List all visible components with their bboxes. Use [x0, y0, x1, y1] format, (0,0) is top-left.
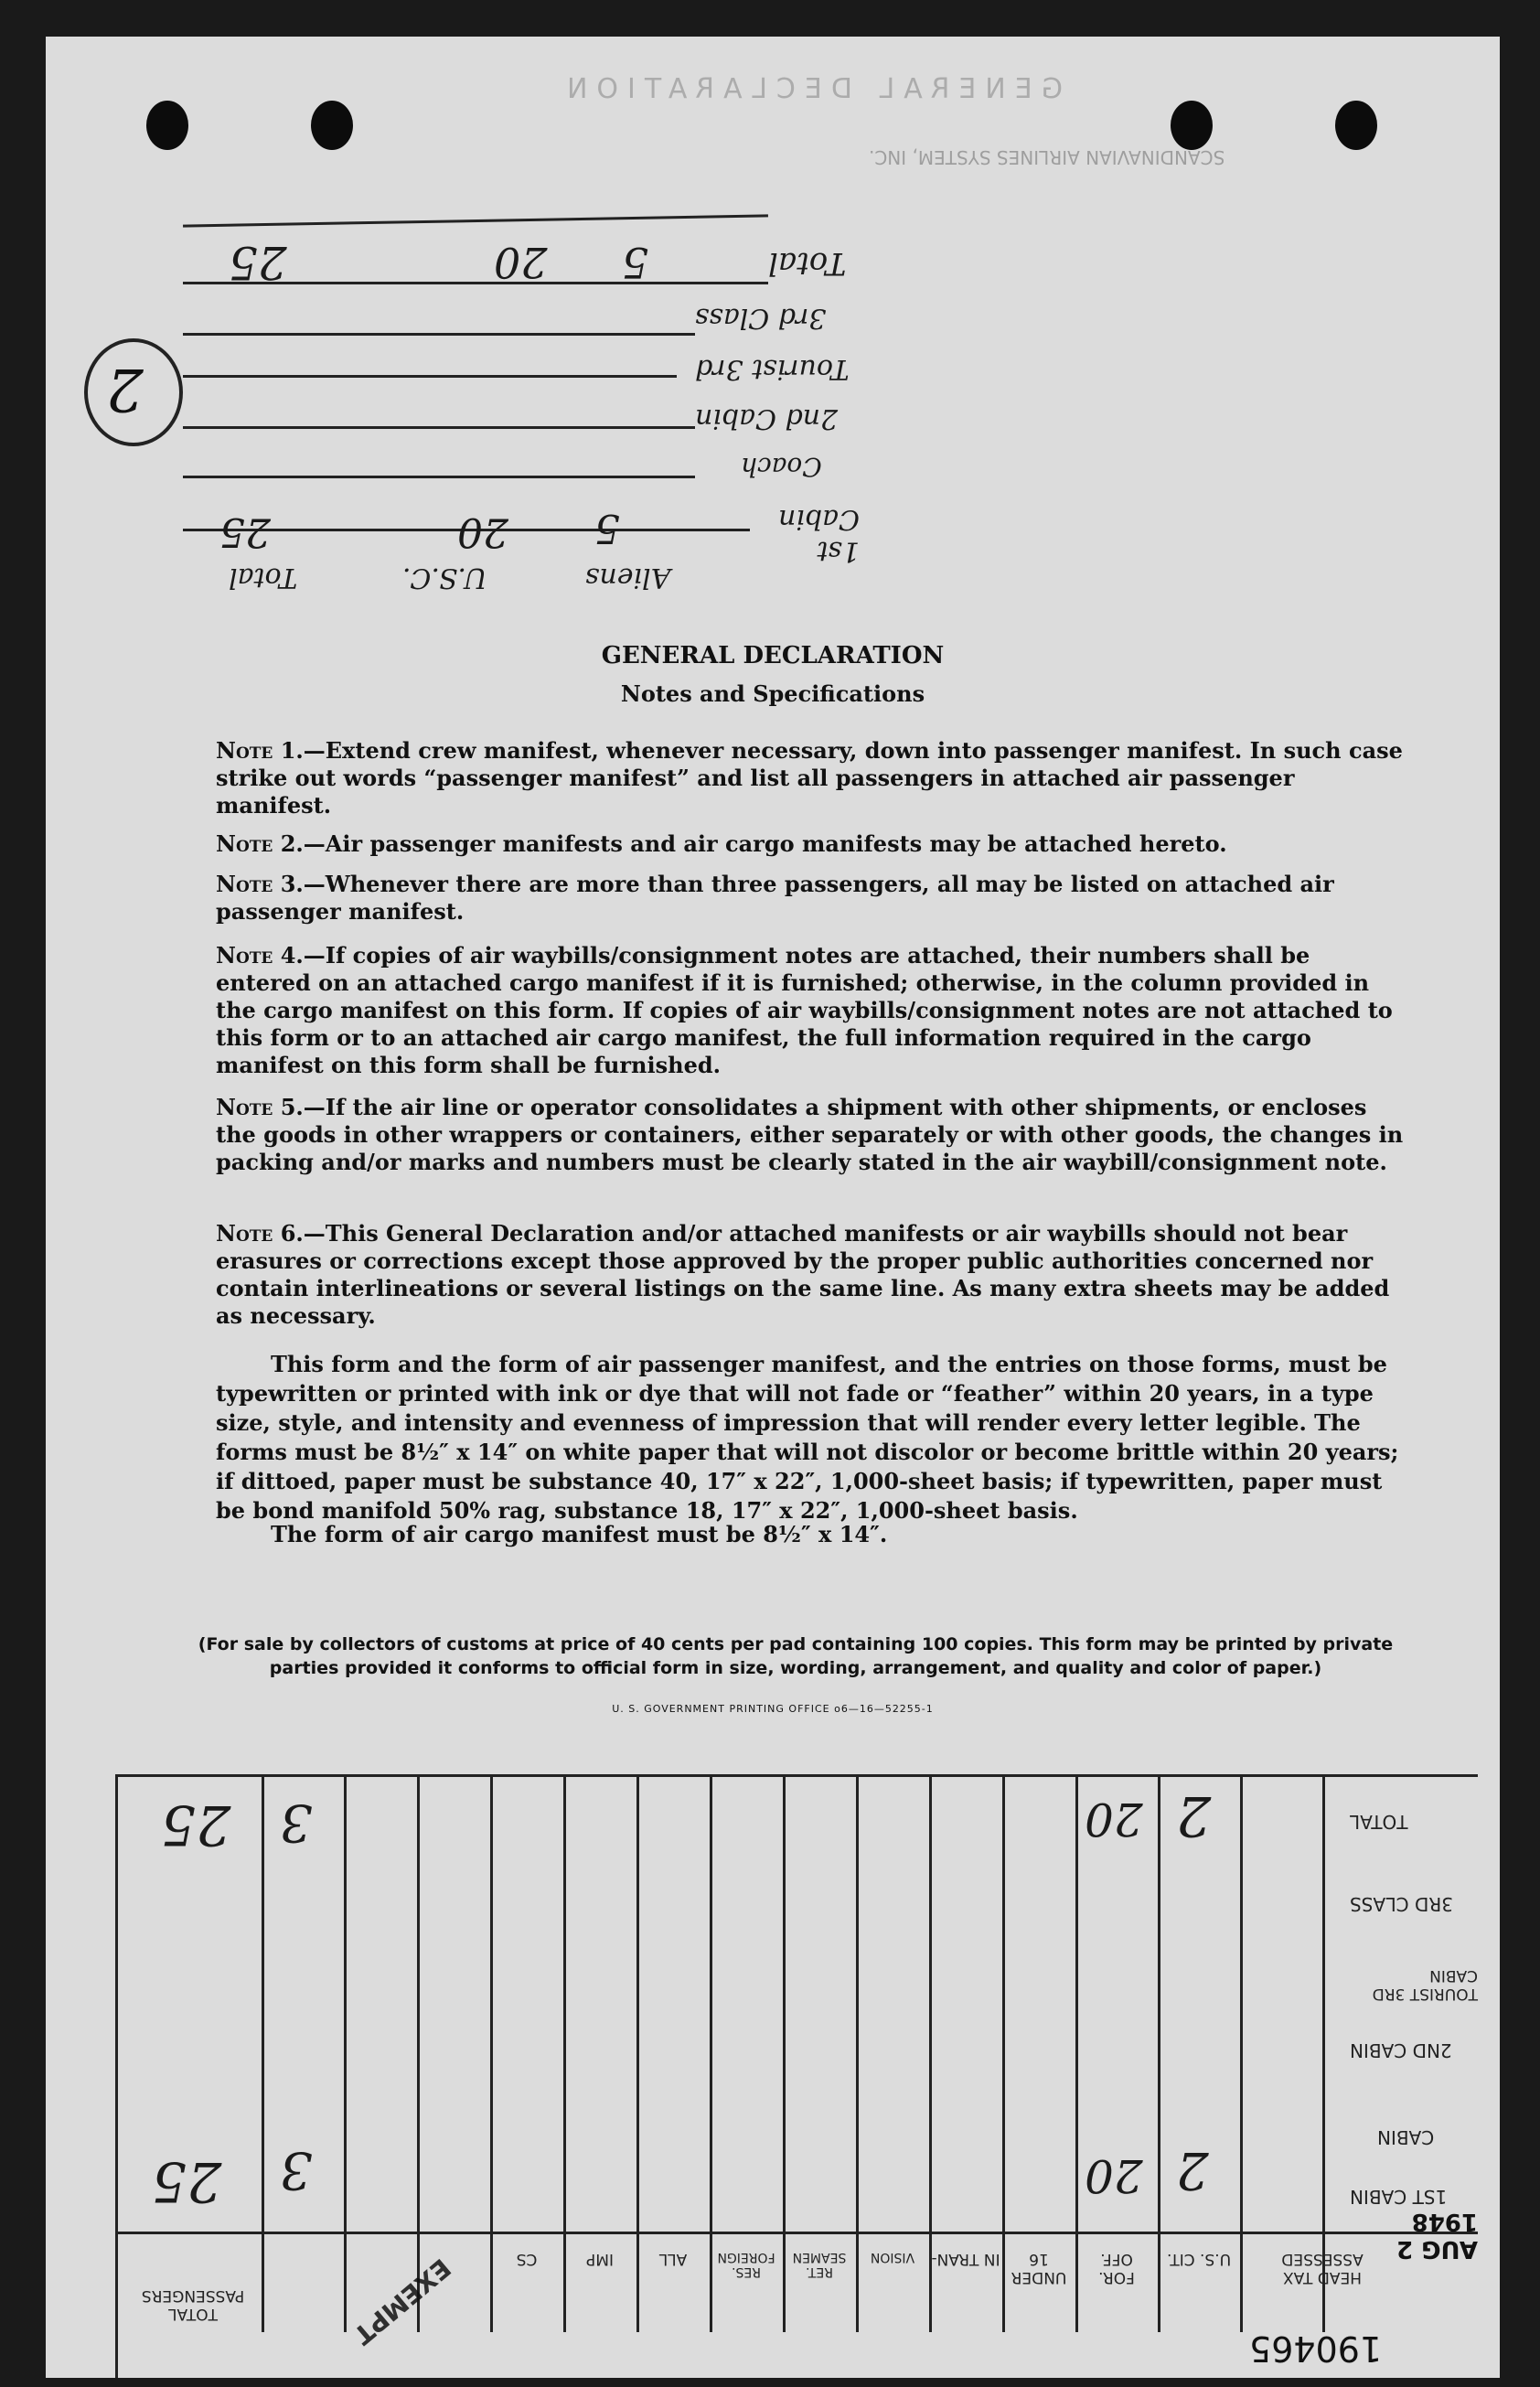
tally-header-aliens: Aliens: [585, 562, 671, 594]
passenger-count-table: [115, 1774, 1478, 2378]
col-head-ret: RET. SEAMEN: [792, 2250, 847, 2279]
notes-subtitle: Notes and Specifications: [620, 680, 925, 707]
first-cabin-col2-value: 3: [280, 2140, 313, 2200]
cargo-size-paragraph: The form of air cargo manifest must be 8½″ x 14″.: [271, 1521, 888, 1547]
row-label-tourist: TOURIST 3RD CABIN: [1372, 1966, 1478, 2003]
tally-label-3rd: 3rd Class: [695, 302, 827, 334]
tally-1st-aliens: 5: [594, 505, 620, 551]
tally-total-aliens: 5: [622, 238, 649, 287]
total-off-value: 20: [1085, 1793, 1143, 1846]
col-head-imp: IMP: [586, 2250, 614, 2268]
tally-label-tourist: Tourist 3rd: [695, 353, 850, 385]
tally-1st-total: 25: [219, 508, 271, 555]
total-cit-value: 2: [1176, 1783, 1212, 1847]
date-stamp: AUG 2 1948: [1396, 2208, 1478, 2263]
row-label-2nd-cabin: 2ND CABIN: [1350, 2039, 1452, 2061]
note-2: Note 2.—Air passenger manifests and air cargo manifests may be attached hereto.: [216, 830, 1227, 857]
row-label-total: TOTAL: [1350, 1811, 1408, 1833]
serial-number: 190465: [1249, 2328, 1383, 2369]
col-head-vision: VISION: [870, 2250, 915, 2264]
circled-number: 2: [84, 338, 183, 446]
note-4: Note 4.—If copies of air waybills/consignment notes are attached, their numbers shall be entered on an attached cargo manifest if it is furnished; otherwise, in the column provided in the cargo manifest on this form. If copies of air waybills/consignment notes are not attached to this form or to an attached air cargo manifest, the full information required in the cargo manifest on this form shall be furnished.: [216, 942, 1393, 1078]
note-1: Note 1.—Extend crew manifest, whenever necessary, down into passenger manifest. In such case strike out words “passenger manifest” and list all passengers in attached air passenger manifest.: [216, 737, 1403, 819]
punch-hole: [311, 101, 353, 150]
first-cabin-passengers-value: 25: [152, 2149, 222, 2213]
col-head-tran: IN TRAN-: [931, 2250, 1000, 2268]
punch-hole: [146, 101, 188, 150]
tally-label-coach: Coach: [741, 452, 822, 482]
row-label-1st-cabin: 1ST CABIN: [1350, 2186, 1448, 2208]
total-passengers-value: 25: [161, 1793, 231, 1857]
tally-1st-usc: 20: [457, 508, 508, 555]
specification-paragraph: This form and the form of air passenger manifest, and the entries on those forms, must be typewritten or printed with ink or dye that will not fade or “feather” within 20 years, in a type size, style, and intensity and evenness of impression that will render every letter legible. The forms must be 8½″ x 14″ on white paper that will not discolor or become brittle within 20 years; if dittoed, paper must be substance 40, 17″ x 22″, 1,000-sheet basis; if typewritten, paper must be bond manifold 50% rag, substance 18, 17″ x 22″, 1,000-sheet basis.: [216, 1351, 1399, 1524]
col-head-all: ALL: [658, 2250, 688, 2268]
col-head-cit: U.S. CIT.: [1166, 2250, 1232, 2268]
col-head-total-passengers: TOTAL PASSENGERS: [141, 2286, 245, 2323]
tally-label-1st: 1st Cabin: [778, 503, 860, 567]
tally-total-total: 25: [229, 236, 287, 289]
printing-office-line: U. S. GOVERNMENT PRINTING OFFICE o6—16—52255-1: [612, 1703, 934, 1715]
notes-title: GENERAL DECLARATION: [601, 642, 945, 669]
tally-total-usc: 20: [494, 238, 548, 287]
for-sale-notice: (For sale by collectors of customs at price of 40 cents per pad containing 100 copies. This form may be printed by private parties provided it conforms to official form in size, wording, arrangement, and quality and color of paper.): [198, 1634, 1394, 1678]
first-cabin-off-value: 20: [1085, 2149, 1143, 2202]
document-page: [46, 37, 1500, 2378]
punch-hole: [1171, 101, 1213, 150]
total-col2-value: 3: [280, 1793, 313, 1852]
passenger-tally: [183, 210, 860, 631]
note-5: Note 5.—If the air line or operator consolidates a shipment with other shipments, or encloses the goods in other wrappers or containers, either separately or with other goods, the changes in packing and/or marks and numbers must be clearly stated in the air waybill/consignment note.: [216, 1094, 1404, 1175]
note-3: Note 3.—Whenever there are more than three passengers, all may be listed on attached air passenger manifest.: [216, 871, 1334, 925]
first-cabin-cit-value: 2: [1176, 2140, 1209, 2200]
punch-hole: [1335, 101, 1377, 150]
col-head-res: RES. FOREIGN: [717, 2250, 775, 2279]
col-head-tax: HEAD TAX ASSESSED: [1281, 2250, 1364, 2286]
col-head-cs: CS: [516, 2250, 538, 2268]
tally-header-total: Total: [229, 562, 298, 594]
showthrough-title: GENERAL DECLARATION: [558, 73, 1063, 105]
row-label-cabin: CABIN: [1377, 2126, 1435, 2148]
note-6: Note 6.—This General Declaration and/or attached manifests or air waybills should not bear erasures or corrections except those approved by the proper public authorities concerned nor contain interlineations or several listings on the same line. As many extra sheets may be added as necessary.: [216, 1220, 1390, 1329]
col-head-off: FOR. OFF.: [1098, 2250, 1135, 2286]
tally-label-total: Total: [768, 245, 847, 282]
col-head-under: UNDER 16: [1011, 2250, 1067, 2286]
tally-label-2nd: 2nd Cabin: [695, 402, 839, 434]
row-label-3rd-class: 3RD CLASS: [1350, 1893, 1454, 1915]
tally-header-usc: U.S.C.: [402, 562, 487, 594]
showthrough-airline: SCANDINAVIAN AIRLINES SYSTEM, INC.: [869, 146, 1225, 168]
exempt-stamp: EXEMPT: [348, 2252, 457, 2351]
